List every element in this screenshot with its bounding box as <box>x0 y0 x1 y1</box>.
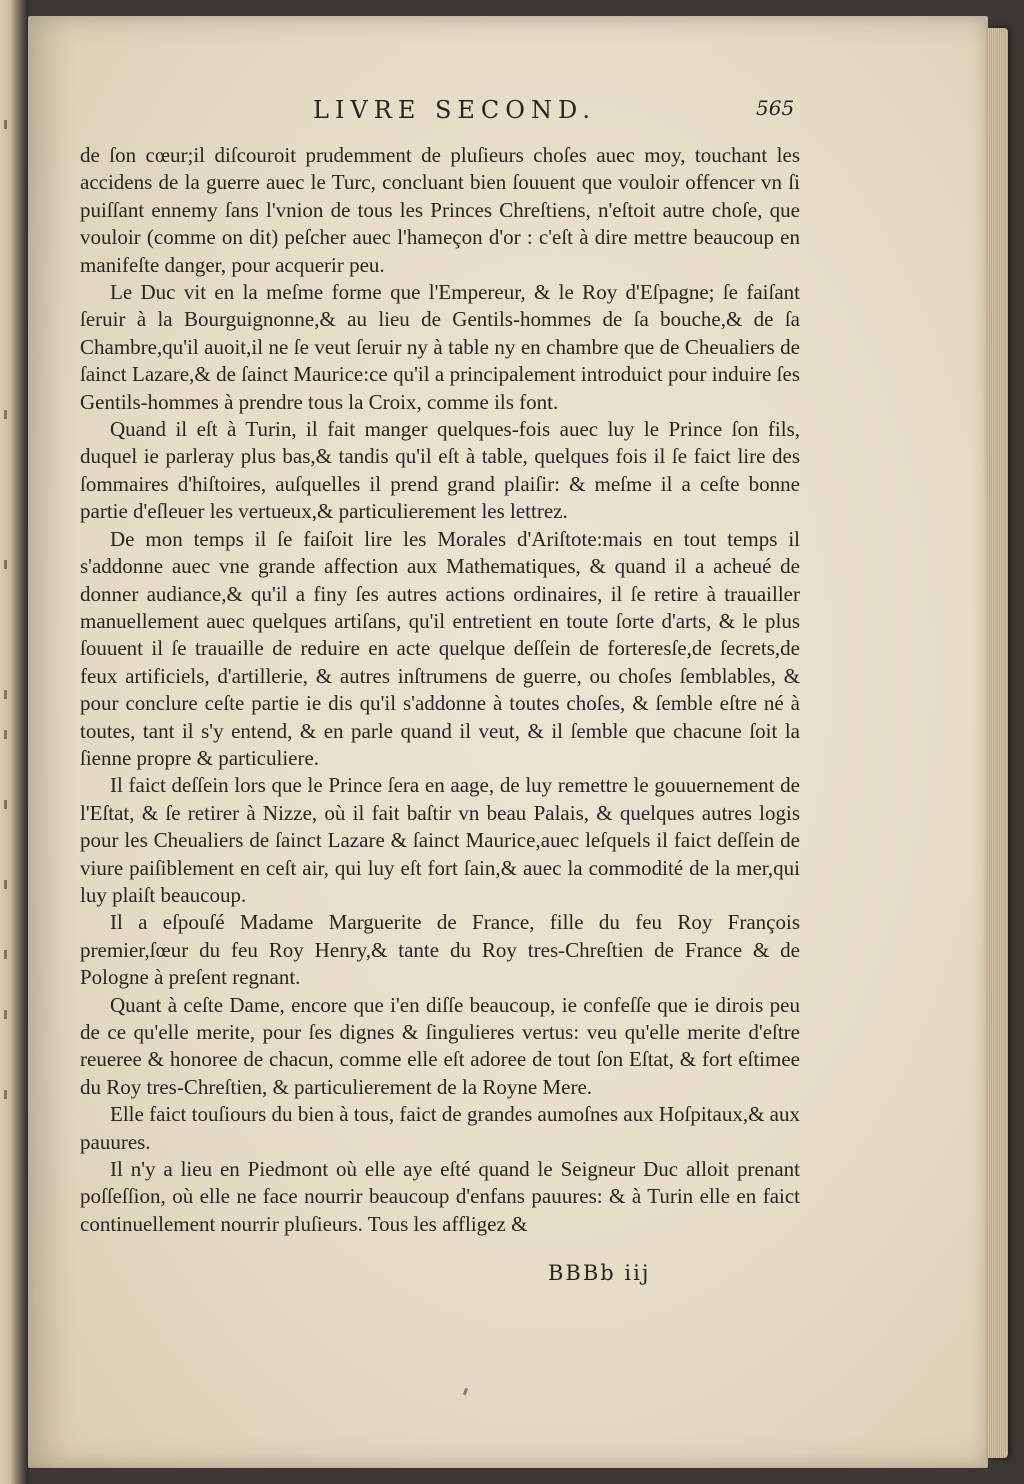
edge-mark <box>4 880 7 889</box>
paragraph: Il n'y a lieu en Piedmont où elle aye eſté quand le Seigneur Duc alloit prenant poſſeſſion, où elle ne face nourrir beaucoup d'enfans pauures: & à Turin elle en faict continuellement nourrir pluſieurs. Tous les affligez & <box>80 1157 800 1236</box>
running-head: LIVRE SECOND. <box>313 96 596 124</box>
paragraph: Il a eſpouſé Madame Marguerite de France, fille du feu Roy François premier,ſœur du feu Roy Henry,& tante du Roy tres-Chreſtien de France & de Pologne à preſent regnant. <box>80 910 800 990</box>
paragraph: Il faict deſſein lors que le Prince ſera en aage, de luy remettre le gouuernement de l'Eſtat, & ſe retirer à Nizze, où il fait baſtir vn beau Palais, & quelques autres logis pour les Cheualiers de ſainct Lazare & ſainct Maurice,auec leſquels il faict deſſein de viure paiſiblement en ceſt air, qui luy eſt fort ſain,& auec la commodité de la mer,qui luy plaiſt beaucoup. <box>80 773 800 907</box>
edge-mark <box>4 690 7 699</box>
fore-edge <box>988 28 1008 1458</box>
signature-mark: BBBb iij <box>548 1261 651 1285</box>
paragraph: De mon temps il ſe faiſoit lire les Morales d'Ariſtote:mais en tout temps il s'addonne auec vne grande affection aux Mathematiques, & quand il a acheué de donner audiance,& qu'il a finy ſes autres actions ordinaires, il ſe retire à trauailler manuellement auec quelques artiſans, qu'il entretient en toute ſorte d'arts, & le plus ſouuent il ſe trauaille de reduire en acte quelque deſſein de forteresſe,de ſecrets,de feux artificiels, d'artillerie, & autres inſtrumens de guerre, ou choſes ſemblables, & pour conclure ceſte partie ie dis qu'il s'addonne à toutes choſes, & ſemble eſtre né à toutes, tant il s'y entend, & en parle quand il veut, & il ſemble que chacune ſoit la ſienne propre & particuliere. <box>80 526 800 770</box>
edge-mark <box>4 560 7 569</box>
paragraph: Le Duc vit en la meſme forme que l'Empereur, & le Roy d'Eſpagne; ſe faiſant ſeruir à la Bourguignonne,& au lieu de Gentils-hommes de ſa bouche,& de ſa Chambre,qu'il auoit,il ne ſe veut ſeruir ny à table ny en chambre que de Cheualiers de ſainct Lazare,& de ſainct Maurice:ce qu'il a principalement introduict pour induire ſes Gentils-hommes à prendre tous la Croix, comme ils font. <box>80 280 800 414</box>
ink-speck <box>463 1388 468 1396</box>
edge-mark <box>4 730 7 739</box>
edge-mark <box>4 800 7 809</box>
edge-mark <box>4 120 7 129</box>
previous-page-edge <box>0 0 28 1484</box>
edge-mark <box>4 1090 7 1099</box>
edge-mark <box>4 950 7 959</box>
paragraph: de ſon cœur;il diſcouroit prudemment de pluſieurs choſes auec moy, touchant les accidens de la guerre auec le Turc, concluant bien ſouuent que vouloir offencer vn ſi puiſſant ennemy ſans l'vnion de tous les Princes Chreſtiens, n'eſtoit autre choſe, que vouloir (comme on dit) peſcher auec l'hameçon d'or : c'eſt à dire mettre beaucoup en manifeſte danger, pour acquerir peu. <box>80 143 800 277</box>
book-page <box>28 16 988 1468</box>
paragraph: Quand il eſt à Turin, il fait manger quelques-fois auec luy le Prince ſon fils, duquel ie parleray plus bas,& tandis qu'il eſt à table, quelques fois il ſe faict lire des ſommaires d'hiſtoires, auſquelles il prend grand plaiſir: & meſme il a ceſte bonne partie d'eſleuer les vertueux,& particulierement les lettrez. <box>80 417 800 524</box>
paragraph: Quant à ceſte Dame, encore que i'en diſſe beaucoup, ie confeſſe que ie dirois peu de ce qu'elle merite, pour ſes dignes & ſingulieres vertus: veu qu'elle merite d'eſtre reueree & honoree de chacun, comme elle eſt adoree de tout ſon Eſtat, & fort eſtimee du Roy tres-Chreſtien, & particulierement de la Royne Mere. <box>80 992 800 1099</box>
body-text <box>80 142 800 1238</box>
edge-mark <box>4 1010 7 1019</box>
paragraph: Elle faict touſiours du bien à tous, faict de grandes aumoſnes aux Hoſpitaux,& aux pauures. <box>80 1102 800 1154</box>
edge-mark <box>4 410 7 419</box>
page-number: 565 <box>756 96 795 120</box>
